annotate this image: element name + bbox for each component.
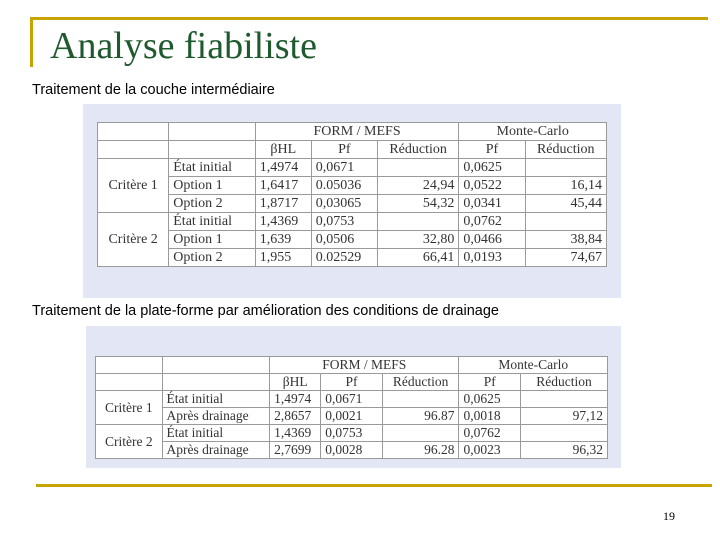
cell-reduction-mc: 74,67 [525,249,607,267]
table-header-row [96,357,608,374]
cell-reduction-form [382,391,459,408]
table-subheader-row [96,374,608,391]
option-label: Après drainage [162,408,270,425]
cell-pf-form: 0.05036 [311,177,377,195]
cell-beta: 1,955 [255,249,311,267]
option-label: État initial [162,391,270,408]
cell-reduction-mc: 45,44 [525,195,607,213]
cell-pf-mc: 0,0466 [459,231,525,249]
header-empty [96,357,163,374]
header-empty [98,123,169,141]
header-empty [162,357,270,374]
header-pf: Pf [321,374,382,391]
cell-pf-form: 0,0506 [311,231,377,249]
cell-beta: 2,7699 [270,442,321,459]
table2-image [86,326,621,468]
table-row [98,177,607,195]
cell-pf-mc: 0,0762 [459,425,520,442]
table-row [98,231,607,249]
cell-reduction-form: 96.28 [382,442,459,459]
header-empty [96,374,163,391]
cell-pf-form: 0,0021 [321,408,382,425]
header-monte-carlo: Monte-Carlo [459,357,608,374]
table-row [98,249,607,267]
table-row [96,391,608,408]
header-empty [169,141,256,159]
header-beta-hl: βHL [270,374,321,391]
header-form-mefs: FORM / MEFS [255,123,459,141]
cell-reduction-form: 66,41 [377,249,458,267]
table-row [96,442,608,459]
header-pf: Pf [311,141,377,159]
criterion-label: Critère 2 [96,425,163,459]
option-label: Option 2 [169,195,256,213]
cell-pf-mc: 0,0625 [459,391,520,408]
header-reduction: Réduction [520,374,607,391]
header-empty [162,374,270,391]
cell-pf-mc: 0,0762 [459,213,525,231]
cell-pf-mc: 0,0023 [459,442,520,459]
criterion-label: Critère 1 [96,391,163,425]
cell-reduction-mc [525,213,607,231]
header-reduction: Réduction [377,141,458,159]
slide-title: Analyse fiabiliste [50,25,317,67]
criterion-label: Critère 1 [98,159,169,213]
cell-reduction-form: 32,80 [377,231,458,249]
cell-reduction-mc [520,425,607,442]
cell-reduction-form: 96.87 [382,408,459,425]
cell-reduction-mc: 96,32 [520,442,607,459]
cell-pf-form: 0,03065 [311,195,377,213]
cell-pf-mc: 0,0522 [459,177,525,195]
frame-top-line [30,17,706,20]
option-label: Après drainage [162,442,270,459]
option-label: État initial [162,425,270,442]
cell-beta: 1,4369 [270,425,321,442]
section2-caption: Traitement de la plate-forme par amélioration des conditions de drainage [32,303,499,319]
header-empty [98,141,169,159]
header-beta-hl: βHL [255,141,311,159]
frame-right-tick [705,17,708,20]
header-empty [169,123,256,141]
option-label: État initial [169,213,256,231]
header-form-mefs: FORM / MEFS [270,357,459,374]
cell-beta: 1,4974 [255,159,311,177]
cell-reduction-mc: 38,84 [525,231,607,249]
cell-pf-form: 0,0028 [321,442,382,459]
header-reduction: Réduction [382,374,459,391]
cell-pf-mc: 0,0193 [459,249,525,267]
header-pf: Pf [459,141,525,159]
table-row [96,425,608,442]
cell-beta: 1,4369 [255,213,311,231]
cell-reduction-form: 24,94 [377,177,458,195]
frame-bottom-line [36,484,712,487]
cell-reduction-form: 54,32 [377,195,458,213]
cell-beta: 1,4974 [270,391,321,408]
table1-image [83,104,621,298]
cell-reduction-mc [525,159,607,177]
cell-beta: 1,639 [255,231,311,249]
cell-pf-form: 0.02529 [311,249,377,267]
table-row [98,195,607,213]
header-reduction: Réduction [525,141,607,159]
cell-reduction-mc [520,391,607,408]
option-label: Option 2 [169,249,256,267]
cell-reduction-mc: 16,14 [525,177,607,195]
cell-pf-form: 0,0753 [321,425,382,442]
table-header-row [98,123,607,141]
section1-caption: Traitement de la couche intermédiaire [32,82,275,98]
table2 [95,356,608,459]
option-label: État initial [169,159,256,177]
page-number: 19 [663,509,675,523]
frame-left-line [30,17,33,67]
criterion-label: Critère 2 [98,213,169,267]
table-row [96,408,608,425]
cell-pf-form: 0,0671 [321,391,382,408]
table-row [98,159,607,177]
cell-pf-mc: 0,0625 [459,159,525,177]
cell-pf-form: 0,0753 [311,213,377,231]
cell-reduction-form [377,159,458,177]
option-label: Option 1 [169,177,256,195]
cell-beta: 1,8717 [255,195,311,213]
cell-pf-form: 0,0671 [311,159,377,177]
cell-beta: 1,6417 [255,177,311,195]
cell-beta: 2,8657 [270,408,321,425]
cell-pf-mc: 0,0341 [459,195,525,213]
header-pf: Pf [459,374,520,391]
cell-pf-mc: 0,0018 [459,408,520,425]
cell-reduction-mc: 97,12 [520,408,607,425]
cell-reduction-form [377,213,458,231]
table1 [97,122,607,267]
header-monte-carlo: Monte-Carlo [459,123,607,141]
table-row [98,213,607,231]
cell-reduction-form [382,425,459,442]
table-subheader-row [98,141,607,159]
option-label: Option 1 [169,231,256,249]
